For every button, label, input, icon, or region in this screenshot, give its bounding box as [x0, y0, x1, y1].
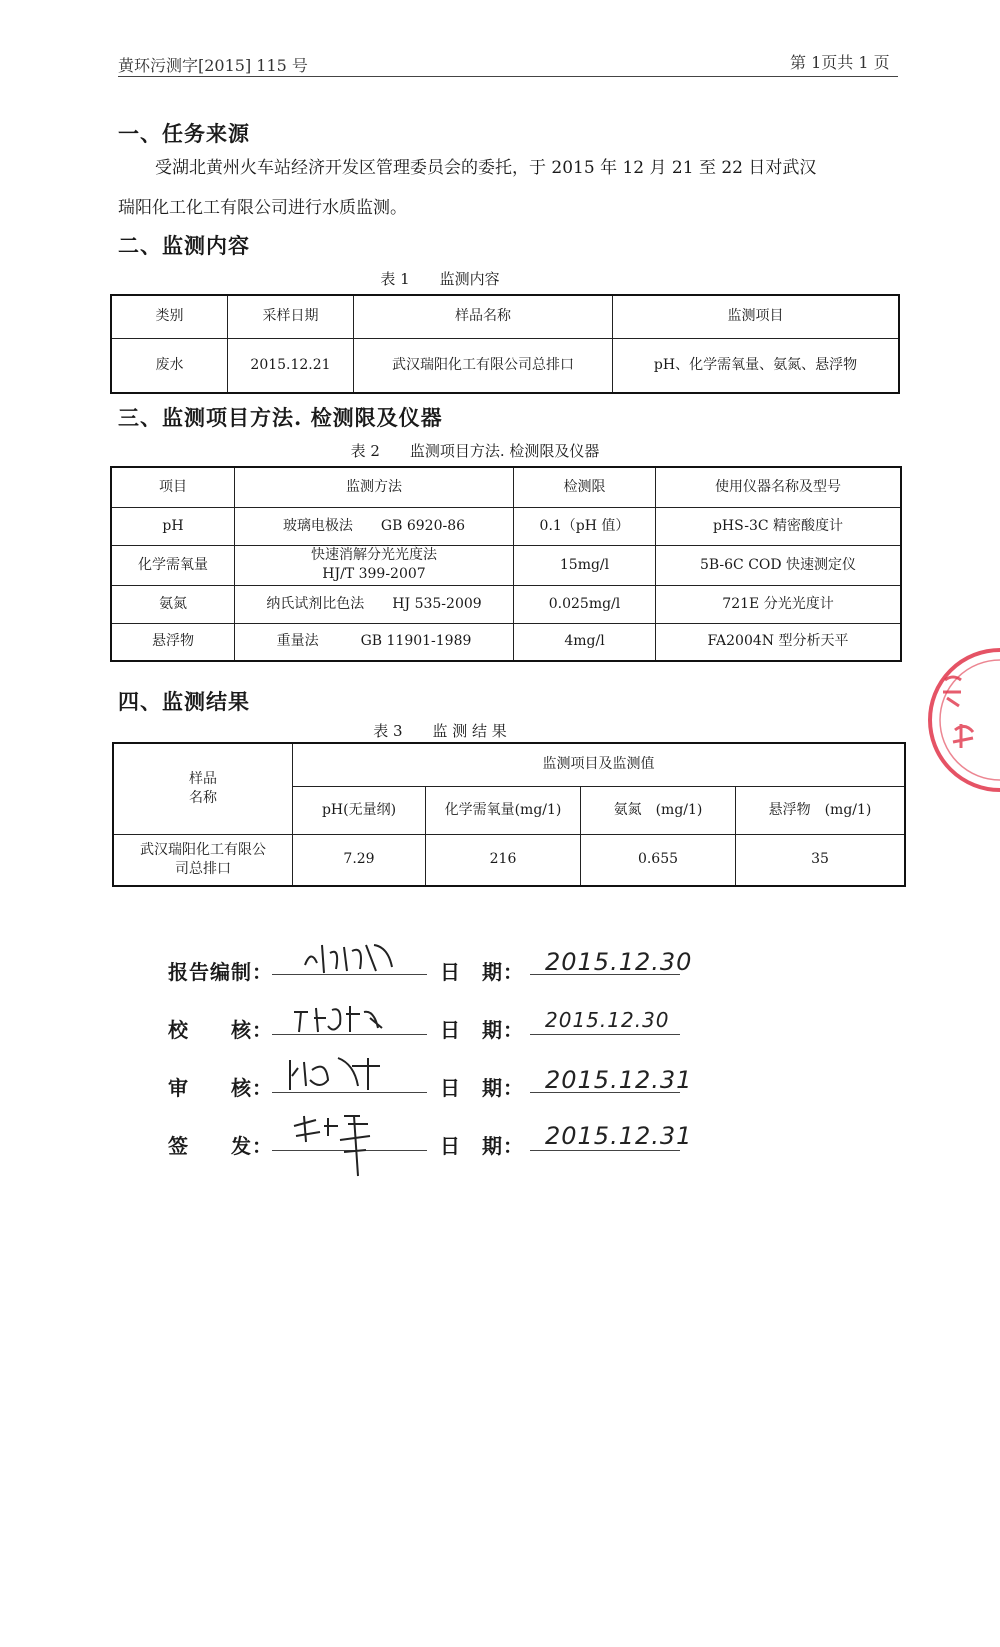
signature-role-label: 签 发： — [168, 1134, 273, 1158]
sample-header-line-1: 样品 — [189, 770, 217, 787]
header-sample-name — [113, 743, 293, 834]
method-row-method: 玻璃电极法 GB 6920-86 — [235, 507, 514, 545]
header-monitoring-items: 监测项目 — [613, 295, 900, 338]
method-row-item: 悬浮物 — [111, 623, 235, 661]
task-source-line-1: 受湖北黄州火车站经济开发区管理委员会的委托，于 2015 年 12 月 21 至 22 日对武汉 — [155, 158, 817, 178]
sample-header-line-2: 名称 — [189, 789, 217, 806]
table-monitoring-content — [110, 294, 900, 394]
method-line-1: 快速消解分光光度法 — [311, 547, 437, 563]
table-2-caption: 表 2 监测项目方法. 检测限及仪器 — [350, 442, 600, 460]
section-title-task-source: 一、任务来源 — [118, 121, 250, 146]
handwritten-signature — [300, 935, 410, 979]
date-label: 日 期： — [440, 1076, 524, 1100]
cell-category: 废水 — [111, 338, 228, 393]
method-line-2: HJ/T 399-2007 — [322, 566, 426, 582]
header-rule — [118, 76, 898, 77]
cell-monitoring-items: pH、化学需氧量、氨氮、悬浮物 — [613, 338, 900, 393]
method-row-instrument: FA2004N 型分析天平 — [656, 623, 902, 661]
handwritten-signature — [288, 1106, 398, 1186]
subheader-suspended-solids: 悬浮物 (mg/1) — [736, 786, 906, 834]
sample-name-line-1: 武汉瑞阳化工有限公 — [140, 841, 266, 858]
result-cod: 216 — [426, 834, 581, 886]
section-title-monitoring-content: 二、监测内容 — [118, 233, 250, 258]
official-seal-stamp — [905, 640, 1000, 800]
header-method: 监测方法 — [235, 467, 514, 507]
subheader-ph: pH(无量纲) — [293, 786, 426, 834]
handwritten-signature — [282, 1050, 402, 1096]
result-ph: 7.29 — [293, 834, 426, 886]
signature-role-label: 校 核： — [168, 1018, 273, 1042]
handwritten-date: 2015.12.30 — [545, 1008, 670, 1032]
handwritten-date: 2015.12.31 — [545, 1066, 693, 1094]
method-row-limit: 15mg/l — [514, 545, 656, 585]
section-title-methods: 三、监测项目方法. 检测限及仪器 — [118, 405, 443, 430]
document-number: 黄环污测字[2015] 115 号 — [118, 56, 308, 75]
handwritten-signature — [288, 998, 398, 1038]
signature-role-label: 报告编制： — [168, 960, 273, 984]
method-row-method: 重量法 GB 11901-1989 — [235, 623, 514, 661]
method-row-item: 化学需氧量 — [111, 545, 235, 585]
table-methods — [110, 466, 902, 662]
header-detection-limit: 检测限 — [514, 467, 656, 507]
signature-role-label: 审 核： — [168, 1076, 273, 1100]
header-sample-name: 样品名称 — [354, 295, 613, 338]
cell-sample-name: 武汉瑞阳化工有限公司总排口 — [354, 338, 613, 393]
date-label: 日 期： — [440, 960, 524, 984]
section-title-results: 四、监测结果 — [118, 689, 250, 714]
handwritten-date: 2015.12.31 — [545, 1122, 693, 1150]
result-suspended-solids: 35 — [736, 834, 906, 886]
sample-name-line-2: 司总排口 — [175, 860, 231, 877]
header-item: 项目 — [111, 467, 235, 507]
method-row-method: 纳氏试剂比色法 HJ 535-2009 — [235, 585, 514, 623]
result-ammonia: 0.655 — [581, 834, 736, 886]
table-results — [112, 742, 906, 887]
table-1-caption: 表 1 监测内容 — [380, 270, 500, 288]
subheader-ammonia: 氨氮 (mg/1) — [581, 786, 736, 834]
method-row-limit: 0.1（pH 值） — [514, 507, 656, 545]
cell-sampling-date: 2015.12.21 — [228, 338, 354, 393]
method-row-limit: 4mg/l — [514, 623, 656, 661]
method-row-instrument: 5B-6C COD 快速测定仪 — [656, 545, 902, 585]
table-3-caption: 表 3 监 测 结 果 — [373, 722, 507, 740]
method-row-item: 氨氮 — [111, 585, 235, 623]
method-row-instrument: pHS-3C 精密酸度计 — [656, 507, 902, 545]
page-info: 第 1页共 1 页 — [790, 53, 890, 72]
date-label: 日 期： — [440, 1018, 524, 1042]
header-sampling-date: 采样日期 — [228, 295, 354, 338]
header-instrument: 使用仪器名称及型号 — [656, 467, 902, 507]
date-label: 日 期： — [440, 1134, 524, 1158]
method-row-limit: 0.025mg/l — [514, 585, 656, 623]
task-source-line-2: 瑞阳化工化工有限公司进行水质监测。 — [118, 198, 407, 218]
subheader-cod: 化学需氧量(mg/1) — [426, 786, 581, 834]
method-row-item: pH — [111, 507, 235, 545]
method-row-instrument: 721E 分光光度计 — [656, 585, 902, 623]
header-monitoring-values: 监测项目及监测值 — [293, 743, 906, 786]
header-category: 类别 — [111, 295, 228, 338]
method-row-method — [235, 545, 514, 585]
handwritten-date: 2015.12.30 — [545, 948, 693, 976]
result-sample-name — [113, 834, 293, 886]
